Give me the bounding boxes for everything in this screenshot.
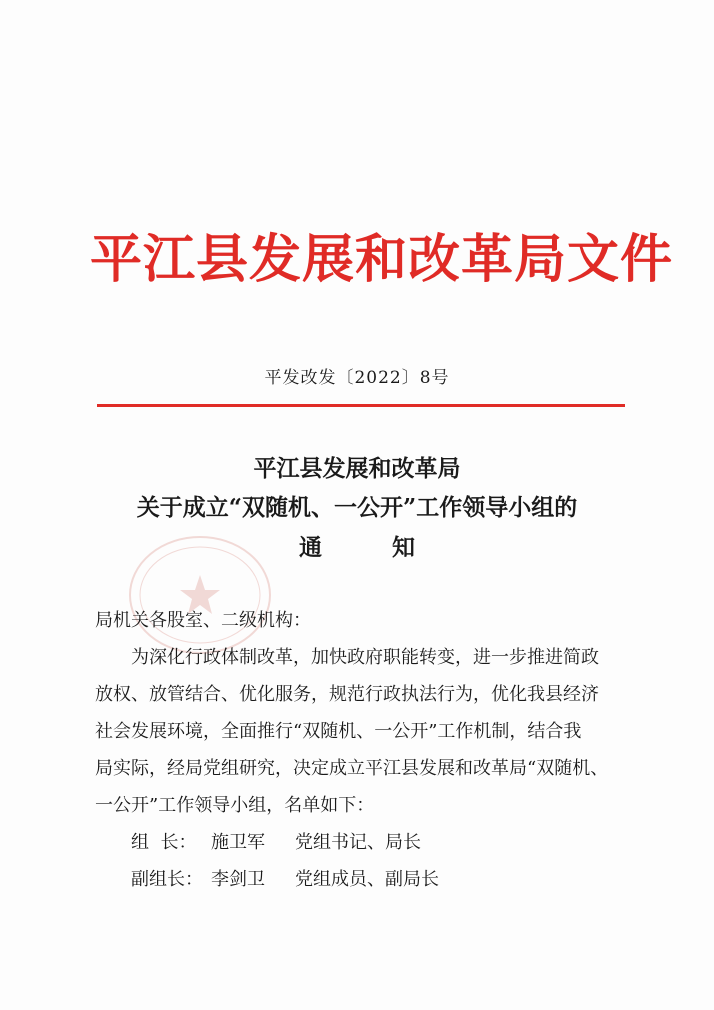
member-position: 党组成员、副局长: [295, 869, 439, 890]
body-paragraph-line: 一公开”工作领导小组，名单如下：: [95, 795, 375, 816]
member-role: 组 长：: [131, 832, 197, 853]
member-role: 副组长：: [131, 869, 203, 890]
document-masthead: 平江县发展和改革局文件: [90, 229, 674, 290]
body-paragraph-line: 局实际，经局党组研究，决定成立平江县发展和改革局“双随机、: [95, 758, 609, 779]
notice-title-line-2: 关于成立“双随机、一公开”工作领导小组的: [136, 494, 578, 521]
member-row-leader: [131, 830, 421, 856]
body-paragraph-line: 为深化行政体制改革，加快政府职能转变，进一步推进简政: [131, 647, 599, 668]
member-name: 李剑卫: [211, 869, 265, 890]
notice-title-char-1: 通: [299, 534, 322, 561]
body-paragraph-line: 放权、放管结合、优化服务，规范行政执法行为，优化我县经济: [95, 684, 599, 705]
notice-title-line-1: 平江县发展和改革局: [253, 455, 461, 482]
notice-title-line-3: [60, 532, 654, 564]
member-position: 党组书记、局长: [295, 832, 421, 853]
member-name: 施卫军: [211, 832, 265, 853]
red-separator-line: [97, 404, 625, 407]
member-row-deputy: [131, 867, 439, 893]
notice-title-char-2: 知: [392, 534, 415, 561]
salutation: 局机关各股室、二级机构：: [95, 610, 311, 631]
document-number: 平发改发〔2022〕8号: [264, 368, 450, 388]
body-paragraph-line: 社会发展环境，全面推行“双随机、一公开”工作机制，结合我: [95, 721, 582, 742]
